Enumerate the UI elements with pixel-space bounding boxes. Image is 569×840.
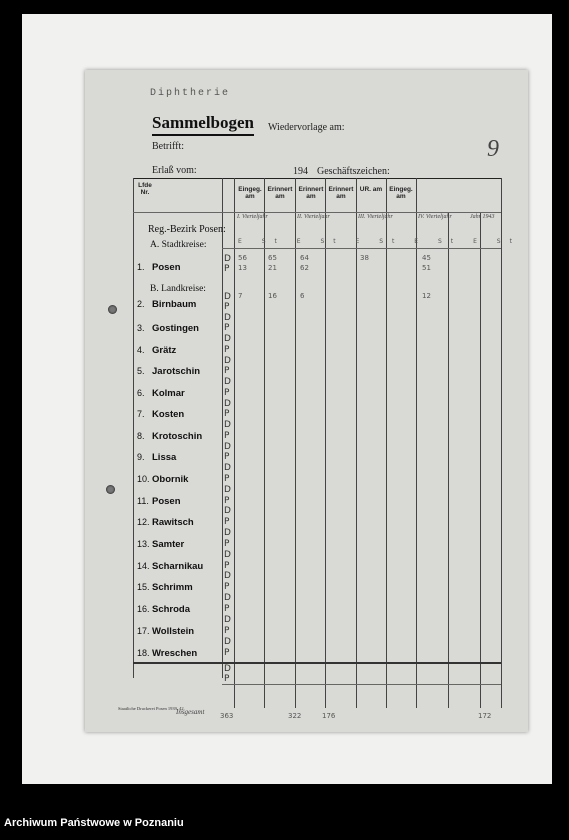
- row-marker: P: [224, 345, 230, 355]
- district-name: Schroda: [152, 604, 191, 615]
- row-marker: D: [224, 615, 231, 625]
- handwritten-value: 45: [422, 254, 431, 262]
- printer-imprint: Staatliche Druckerei Posen 1939. 42.: [118, 706, 185, 711]
- page-number: 9: [487, 136, 499, 162]
- district-name: Posen: [152, 262, 181, 273]
- row-marker: D: [224, 356, 231, 366]
- row-marker: D: [224, 254, 231, 264]
- handwritten-value: 7: [238, 292, 243, 300]
- year-prefix: 194: [293, 166, 308, 177]
- district-name: Wreschen: [152, 648, 198, 659]
- resubmission-label: Wiedervorlage am:: [268, 122, 345, 133]
- row-marker: P: [224, 496, 230, 506]
- col-header-ur: UR. am: [359, 186, 383, 193]
- subject-label: Betrifft:: [152, 141, 185, 152]
- handwritten-value: 64: [300, 254, 309, 262]
- grid-line: [133, 662, 501, 664]
- row-marker: D: [224, 442, 231, 452]
- col-header-received: Eingeg. am: [238, 186, 262, 200]
- row-marker: D: [224, 571, 231, 581]
- col-header-reminded-2: Erinnert am: [298, 186, 324, 200]
- row-number: 15.: [137, 582, 150, 592]
- col-header-reminded-3: Erinnert am: [328, 186, 354, 200]
- row-marker: D: [224, 593, 231, 603]
- grid-line: [448, 212, 449, 708]
- district-name: Jarotschin: [152, 366, 201, 377]
- row-marker: P: [224, 674, 230, 684]
- row-marker: P: [224, 582, 230, 592]
- grid-line: [386, 178, 387, 708]
- row-marker: D: [224, 399, 231, 409]
- district-name: Kosten: [152, 409, 185, 420]
- cities-label: A. Stadtkreise:: [150, 240, 207, 250]
- row-number: 11.: [137, 496, 149, 506]
- district-name: Scharnikau: [152, 561, 204, 572]
- grid-line: [501, 178, 502, 708]
- handwritten-value: 51: [422, 264, 431, 272]
- row-marker: P: [224, 366, 230, 376]
- row-marker: P: [224, 302, 230, 312]
- grid-line: [480, 212, 481, 708]
- row-marker: P: [224, 517, 230, 527]
- row-marker: P: [224, 388, 230, 398]
- row-marker: P: [224, 323, 230, 333]
- row-number: 7.: [137, 409, 145, 419]
- row-number: 12.: [137, 517, 150, 527]
- handwritten-total: 363: [220, 712, 234, 720]
- district-name: Birnbaum: [152, 299, 197, 310]
- archive-watermark: Archiwum Państwowe w Poznaniu: [4, 817, 184, 829]
- row-number: 17.: [137, 626, 150, 636]
- grid-line: [325, 178, 326, 708]
- handwritten-value: 56: [238, 254, 247, 262]
- row-marker: D: [224, 313, 231, 323]
- district-name: Samter: [152, 539, 185, 550]
- handwritten-total: 176: [322, 712, 336, 720]
- row-number: 18.: [137, 648, 150, 658]
- row-marker: P: [224, 474, 230, 484]
- col-header-received-2: Eingeg. am: [389, 186, 413, 200]
- row-number: 3.: [137, 323, 145, 333]
- grid-line: [222, 248, 501, 249]
- row-marker: D: [224, 528, 231, 538]
- quarter-header-4: IV. Vierteljahr: [418, 214, 452, 220]
- row-number: 16.: [137, 604, 150, 614]
- row-number: 10.: [137, 474, 150, 484]
- grid-line: [133, 212, 501, 213]
- district-name: Rawitsch: [152, 517, 194, 528]
- region-label: Reg.-Bezirk Posen:: [148, 224, 226, 235]
- grid-line: [356, 178, 357, 708]
- row-number: 14.: [137, 561, 150, 571]
- decree-label: Erlaß vom:: [152, 165, 197, 176]
- row-number: 5.: [137, 366, 145, 376]
- district-name: Wollstein: [152, 626, 195, 637]
- row-number: 6.: [137, 388, 145, 398]
- row-number: 2.: [137, 299, 145, 309]
- row-marker: P: [224, 626, 230, 636]
- handwritten-value: 16: [268, 292, 277, 300]
- row-number: 9.: [137, 452, 145, 462]
- row-marker: P: [224, 452, 230, 462]
- row-number: 1.: [137, 262, 145, 272]
- case-number-label: Geschäftszeichen:: [317, 166, 390, 177]
- col-header-reminded-1: Erinnert am: [267, 186, 293, 200]
- grid-line: [222, 178, 223, 678]
- row-marker: D: [224, 664, 231, 674]
- district-name: Lissa: [152, 452, 177, 463]
- district-name: Kolmar: [152, 388, 185, 399]
- quarter-header-3: III. Vierteljahr: [358, 214, 393, 220]
- row-marker: D: [224, 506, 231, 516]
- handwritten-value: 6: [300, 292, 305, 300]
- punch-hole: [108, 305, 117, 314]
- row-marker: P: [224, 648, 230, 658]
- punch-hole: [106, 485, 115, 494]
- handwritten-value: 62: [300, 264, 309, 272]
- grid-line: [234, 178, 235, 708]
- grid-line: [264, 178, 265, 708]
- row-marker: P: [224, 264, 230, 274]
- district-name: Schrimm: [152, 582, 193, 593]
- sub-header-letters: E St E St E St E St E St: [238, 238, 521, 245]
- row-marker: P: [224, 431, 230, 441]
- col-header-lfd: Lfde Nr.: [138, 182, 152, 196]
- handwritten-value: 38: [360, 254, 369, 262]
- quarter-header-1: I. Vierteljahr: [237, 214, 268, 220]
- grid-line: [133, 178, 134, 678]
- row-marker: D: [224, 420, 231, 430]
- district-name: Gostingen: [152, 323, 199, 334]
- district-name: Posen: [152, 496, 181, 507]
- row-marker: P: [224, 561, 230, 571]
- year-header: Jahr 1943: [470, 214, 495, 220]
- row-marker: D: [224, 637, 231, 647]
- row-marker: P: [224, 539, 230, 549]
- row-marker: P: [224, 409, 230, 419]
- grid-line: [222, 684, 501, 685]
- document-title: Sammelbogen: [152, 113, 254, 136]
- rural-label: B. Landkreise:: [150, 284, 206, 294]
- row-number: 8.: [137, 431, 145, 441]
- row-marker: D: [224, 485, 231, 495]
- grid-line: [416, 178, 417, 708]
- table-top-rule: [133, 178, 501, 179]
- total-label: Insgesamt: [176, 708, 205, 716]
- handwritten-total: 172: [478, 712, 492, 720]
- row-marker: D: [224, 550, 231, 560]
- district-name: Grätz: [152, 345, 177, 356]
- row-marker: D: [224, 334, 231, 344]
- row-marker: P: [224, 604, 230, 614]
- row-number: 4.: [137, 345, 145, 355]
- district-name: Obornik: [152, 474, 189, 485]
- handwritten-total: 322: [288, 712, 302, 720]
- handwritten-value: 21: [268, 264, 277, 272]
- district-name: Krotoschin: [152, 431, 203, 442]
- document-heading: Diphtherie: [150, 88, 231, 99]
- handwritten-value: 65: [268, 254, 277, 262]
- row-marker: D: [224, 463, 231, 473]
- row-marker: D: [224, 377, 231, 387]
- grid-line: [295, 178, 296, 708]
- quarter-header-2: II. Vierteljahr: [297, 214, 330, 220]
- row-number: 13.: [137, 539, 150, 549]
- row-marker: D: [224, 292, 231, 302]
- handwritten-value: 12: [422, 292, 431, 300]
- handwritten-value: 13: [238, 264, 247, 272]
